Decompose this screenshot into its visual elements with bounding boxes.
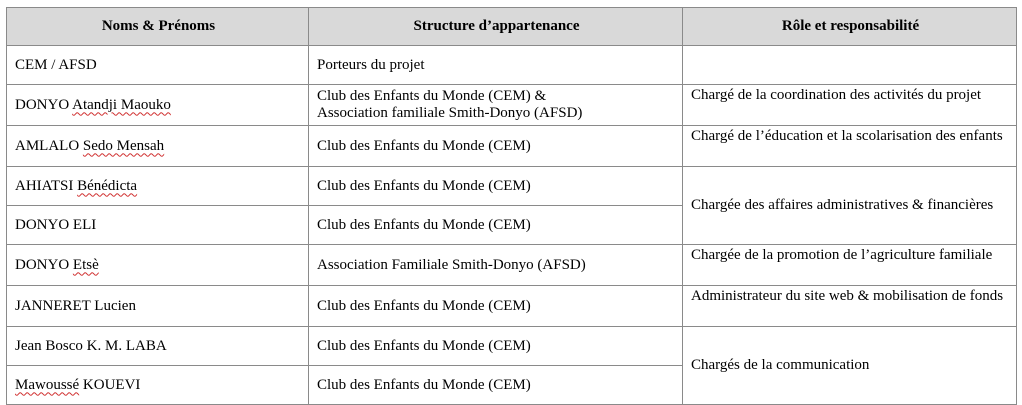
cell-structure: Club des Enfants du Monde (CEM)	[309, 206, 683, 245]
table-row	[7, 46, 1017, 85]
cell-structure: Association Familiale Smith-Donyo (AFSD)	[309, 245, 683, 286]
name-surname: KOUEVI	[82, 376, 141, 393]
name-firstname: Bénédicta	[77, 177, 138, 194]
cell-role: Chargé de l’éducation et la scolarisation des enfants	[683, 126, 1017, 167]
cell-name	[7, 85, 309, 126]
cell-structure	[309, 85, 683, 126]
table-row	[7, 245, 1017, 286]
cell-role-merged: Chargée des affaires administratives & financières	[683, 167, 1017, 245]
header-names: Noms & Prénoms	[7, 8, 309, 46]
table-row	[7, 286, 1017, 327]
cell-role: Administrateur du site web & mobilisation de fonds	[683, 286, 1017, 327]
cell-structure: Club des Enfants du Monde (CEM)	[309, 366, 683, 405]
cell-name	[7, 126, 309, 167]
header-role: Rôle et responsabilité	[683, 8, 1017, 46]
cell-name	[7, 366, 309, 405]
table-row	[7, 126, 1017, 167]
cell-role: Chargé de la coordination des activités du projet	[683, 85, 1017, 126]
table-row	[7, 85, 1017, 126]
table-row	[7, 167, 1017, 206]
cell-name: JANNERET Lucien	[7, 286, 309, 327]
cell-role-merged: Chargés de la communication	[683, 327, 1017, 405]
name-surname: DONYO	[15, 96, 70, 113]
cell-role	[683, 46, 1017, 85]
team-table	[6, 7, 1017, 405]
name-firstname: Atandji Maouko	[72, 96, 171, 113]
cell-name: Jean Bosco K. M. LABA	[7, 327, 309, 366]
cell-name: DONYO ELI	[7, 206, 309, 245]
cell-name	[7, 245, 309, 286]
name-firstname: Etsè	[72, 256, 99, 273]
name-firstname: Sedo Mensah	[82, 137, 165, 154]
header-row	[7, 8, 1017, 46]
cell-structure: Club des Enfants du Monde (CEM)	[309, 286, 683, 327]
name-surname: AMLALO	[15, 137, 80, 154]
name-surname: AHIATSI	[15, 177, 74, 194]
cell-name: CEM / AFSD	[7, 46, 309, 85]
name-firstname: Mawoussé	[15, 376, 80, 393]
structure-line-2: Association familiale Smith-Donyo (AFSD)	[317, 105, 583, 121]
cell-structure: Club des Enfants du Monde (CEM)	[309, 126, 683, 167]
name-surname: DONYO	[15, 256, 70, 273]
header-structure: Structure d’appartenance	[309, 8, 683, 46]
table-row	[7, 327, 1017, 366]
cell-structure: Club des Enfants du Monde (CEM)	[309, 327, 683, 366]
cell-structure: Porteurs du projet	[309, 46, 683, 85]
cell-structure: Club des Enfants du Monde (CEM)	[309, 167, 683, 206]
structure-line-1: Club des Enfants du Monde (CEM) &	[317, 88, 547, 104]
cell-name	[7, 167, 309, 206]
team-table-container	[6, 7, 1017, 405]
cell-role: Chargée de la promotion de l’agriculture familiale	[683, 245, 1017, 286]
